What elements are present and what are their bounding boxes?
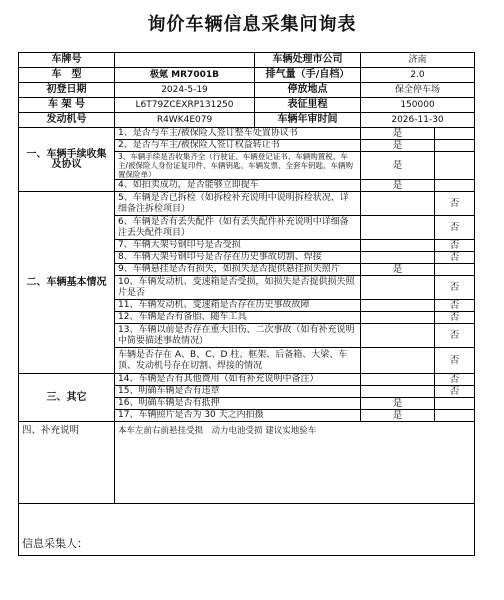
mileage-value: 150000 bbox=[361, 98, 475, 113]
answer-yes-cell bbox=[361, 386, 435, 398]
answer-no-cell bbox=[435, 410, 475, 422]
question-text: 4、如拍卖成功，是否能够立即提车 bbox=[115, 180, 361, 192]
model-value: 极氪 MR7001B bbox=[115, 68, 255, 83]
vehicle-info-row bbox=[19, 113, 475, 128]
vehicle-info-row bbox=[19, 53, 475, 68]
checklist-row bbox=[19, 128, 475, 140]
answer-yes-cell: 是 bbox=[361, 180, 435, 192]
answer-no-cell: 否 bbox=[435, 276, 475, 300]
answer-no-cell: 否 bbox=[435, 324, 475, 348]
answer-no-cell bbox=[435, 398, 475, 410]
displacement-value: 2.0 bbox=[361, 68, 475, 83]
plate-label: 车牌号 bbox=[19, 53, 115, 68]
answer-yes-cell bbox=[361, 312, 435, 324]
answer-no-cell bbox=[435, 140, 475, 152]
answer-yes-cell bbox=[361, 216, 435, 240]
answer-no-cell: 否 bbox=[435, 348, 475, 374]
answer-yes-cell bbox=[361, 276, 435, 300]
first-reg-date-value: 2024-5-19 bbox=[115, 83, 255, 98]
notes-label: 四、补充说明 bbox=[19, 422, 115, 504]
answer-no-cell: 否 bbox=[435, 300, 475, 312]
model-label: 车 型 bbox=[19, 68, 115, 83]
answer-no-cell bbox=[435, 128, 475, 140]
answer-yes-cell bbox=[361, 348, 435, 374]
question-text: 15、明确车辆是否有违章 bbox=[115, 386, 361, 398]
question-text: 9、车辆悬挂是否有损失，如损失是否提供悬挂损失照片 bbox=[115, 264, 361, 276]
inspection-date-value: 2026-11-30 bbox=[361, 113, 475, 128]
answer-yes-cell: 是 bbox=[361, 398, 435, 410]
signature-label: 信息采集人： bbox=[19, 504, 475, 556]
form-title: 询价车辆信息采集问询表 bbox=[147, 14, 357, 35]
question-text: 3、车辆手续是否收集齐全（行驶证、车辆登记证书、车辆购置税、车主/被保险人身份证复印件、车辆钥匙、车辆发票、全套车钥匙、车辆购置保险单） bbox=[115, 152, 361, 180]
notes-row bbox=[19, 422, 475, 504]
answer-yes-cell bbox=[361, 192, 435, 216]
question-text: 14、车辆是否有其他费用（如有补充说明中备注） bbox=[115, 374, 361, 386]
question-text: 17、车辆照片是否为 30 天之内拍摄 bbox=[115, 410, 361, 422]
checklist-row bbox=[19, 374, 475, 386]
answer-yes-cell: 是 bbox=[361, 140, 435, 152]
signature-row bbox=[19, 504, 475, 556]
section-heading: 二、车辆基本情况 bbox=[19, 192, 115, 374]
plate-value bbox=[115, 53, 255, 68]
displacement-label: 排气量（手/自档） bbox=[255, 68, 361, 83]
question-text: 10、车辆发动机、变速箱是否受损，如损失是否提供损失照片是否 bbox=[115, 276, 361, 300]
question-text: 8、车辆大架号钢印号是否存在历史事故切割、焊接 bbox=[115, 252, 361, 264]
vehicle-info-row bbox=[19, 98, 475, 113]
vehicle-info-row bbox=[19, 68, 475, 83]
city-company-value: 济南 bbox=[361, 53, 475, 68]
answer-yes-cell: 是 bbox=[361, 410, 435, 422]
engine-no-label: 发动机号 bbox=[19, 113, 115, 128]
answer-yes-cell bbox=[361, 300, 435, 312]
vehicle-info-row bbox=[19, 83, 475, 98]
answer-no-cell: 否 bbox=[435, 312, 475, 324]
notes-text: 本车左前右前悬挂受损 动力电池受损 建议实地验车 bbox=[115, 422, 475, 504]
answer-yes-cell bbox=[361, 252, 435, 264]
question-text: 16、明确车辆是否有抵押 bbox=[115, 398, 361, 410]
answer-yes-cell: 是 bbox=[361, 128, 435, 140]
answer-no-cell: 否 bbox=[435, 192, 475, 216]
parking-location-label: 停放地点 bbox=[255, 83, 361, 98]
section-heading: 三、其它 bbox=[19, 374, 115, 422]
answer-no-cell: 否 bbox=[435, 252, 475, 264]
parking-location-value: 保全停车场 bbox=[361, 83, 475, 98]
inquiry-form-table bbox=[18, 52, 475, 556]
question-text: 6、车辆是否有丢失配件（如有丢失配件补充说明中详细备注丢失配件项目） bbox=[115, 216, 361, 240]
section-heading: 一、车辆手续收集及协议 bbox=[19, 128, 115, 192]
engine-no-value: R4WK4E079 bbox=[115, 113, 255, 128]
answer-no-cell: 否 bbox=[435, 374, 475, 386]
checklist-row bbox=[19, 192, 475, 216]
vin-value: L6T79ZCEXRP131250 bbox=[115, 98, 255, 113]
answer-no-cell bbox=[435, 264, 475, 276]
question-text: 2、是否与车主/被保险人签订权益转让书 bbox=[115, 140, 361, 152]
answer-no-cell bbox=[435, 152, 475, 180]
question-text: 5、车辆是否已拆检（如拆检补充说明中说明拆检状况、详细备注拆检项目） bbox=[115, 192, 361, 216]
question-text: 12、车辆是否有备胎、随车工具 bbox=[115, 312, 361, 324]
answer-no-cell: 否 bbox=[435, 386, 475, 398]
answer-no-cell: 否 bbox=[435, 240, 475, 252]
answer-yes-cell bbox=[361, 324, 435, 348]
question-text: 1、是否与车主/被保险人签订整车处置协议书 bbox=[115, 128, 361, 140]
city-company-label: 车辆处理市公司 bbox=[255, 53, 361, 68]
question-text: 13、车辆以前是否存在重大旧伤、二次事故（如有补充说明中简要描述事故情况） bbox=[115, 324, 361, 348]
answer-yes-cell bbox=[361, 374, 435, 386]
answer-no-cell bbox=[435, 180, 475, 192]
vin-label: 车 架 号 bbox=[19, 98, 115, 113]
first-reg-date-label: 初登日期 bbox=[19, 83, 115, 98]
answer-yes-cell: 是 bbox=[361, 152, 435, 180]
answer-yes-cell: 是 bbox=[361, 264, 435, 276]
mileage-label: 表征里程 bbox=[255, 98, 361, 113]
answer-no-cell: 否 bbox=[435, 216, 475, 240]
answer-yes-cell bbox=[361, 240, 435, 252]
question-text: 7、车辆大架号钢印号是否受损 bbox=[115, 240, 361, 252]
question-text: 11、车辆发动机、变速箱是否存在历史事故故障 bbox=[115, 300, 361, 312]
inspection-date-label: 车辆年审时间 bbox=[255, 113, 361, 128]
question-text: 车辆是否存在 A、B、C、D 柱、框架、后备箱、大梁、车顶、发动机号存在切割、焊接的情况 bbox=[115, 348, 361, 374]
